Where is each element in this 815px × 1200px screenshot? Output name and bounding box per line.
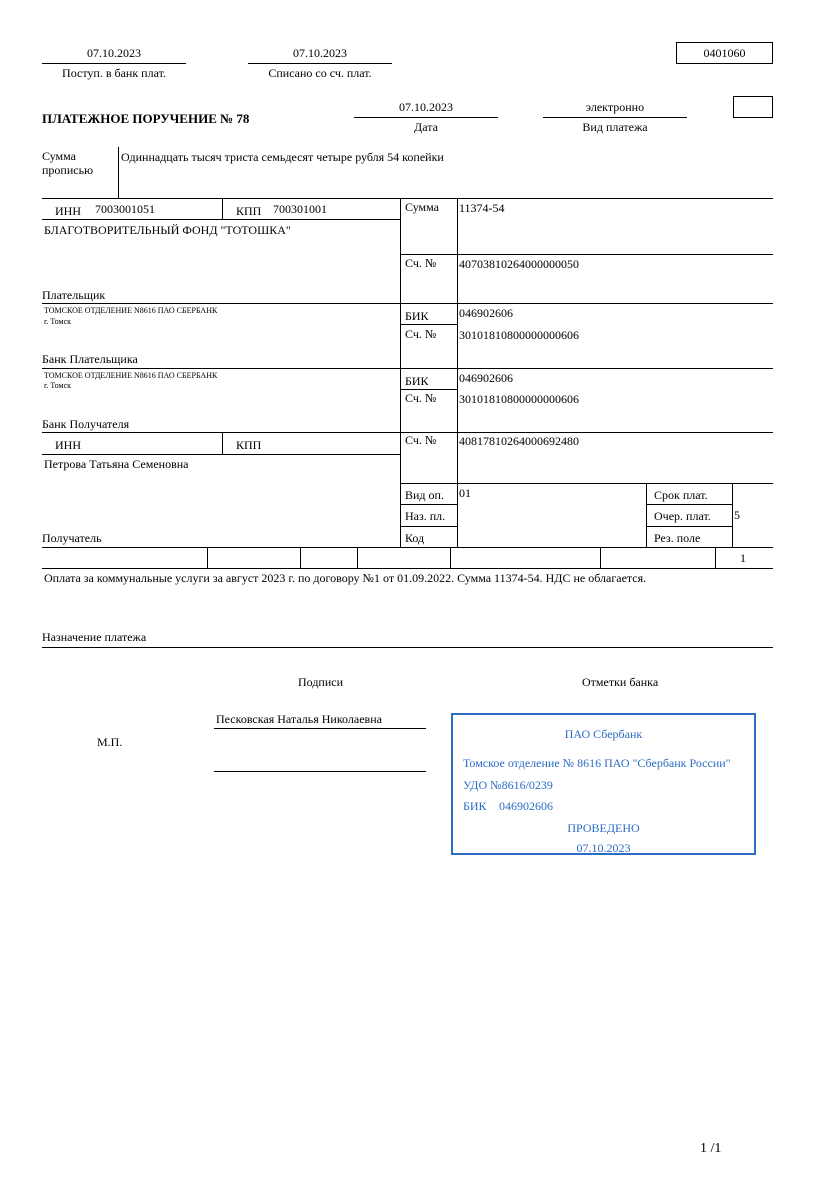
payee-bank-city: г. Томск <box>44 381 72 390</box>
payer-inn-label: ИНН <box>55 204 81 218</box>
amount-words-label-1: Сумма <box>42 149 76 163</box>
grid-line-368 <box>42 368 773 369</box>
payee-bank-name: ТОМСКОЕ ОТДЕЛЕНИЕ N8616 ПАО СБЕРБАНК <box>44 371 218 380</box>
amount-words-value: Одиннадцать тысяч триста семьдесят четыре рубля 54 копейки <box>121 150 444 164</box>
signature-line-2 <box>214 771 426 772</box>
op-type-label: Вид оп. <box>405 488 444 502</box>
received-line <box>42 63 186 64</box>
grid-line-568 <box>42 568 773 569</box>
payer-bank-name: ТОМСКОЕ ОТДЕЛЕНИЕ N8616 ПАО СБЕРБАНК <box>44 306 218 315</box>
form-code: 0401060 <box>703 46 746 60</box>
code-box <box>733 96 773 118</box>
payer-kpp-label: КПП <box>236 204 262 218</box>
code-cell-div-1 <box>207 547 208 568</box>
grid-line-526b <box>646 526 732 527</box>
debited-line <box>248 63 392 64</box>
bank-marks-label: Отметки банка <box>582 675 659 689</box>
stamp-branch: Томское отделение № 8616 ПАО "Сбербанк России" <box>463 756 731 770</box>
purpose-label: Назначение платежа <box>42 630 147 644</box>
payee-bank-bik: 046902606 <box>459 371 513 385</box>
payer-bank-bik-label: БИК <box>405 309 429 323</box>
order-date-line <box>354 117 498 118</box>
stamp-bik: 046902606 <box>499 799 553 813</box>
stamp-bank: ПАО Сбербанк <box>564 727 643 741</box>
stamp-date: 07.10.2023 <box>576 841 631 855</box>
payer-inn: 7003001051 <box>95 202 155 216</box>
grid-vline-400 <box>400 198 401 547</box>
purpose-code-label: Наз. пл. <box>405 509 446 523</box>
code-cell-div-6 <box>715 547 716 568</box>
order-date: 07.10.2023 <box>399 100 453 114</box>
payment-type-label: Вид платежа <box>582 120 648 134</box>
debited-label: Списано со сч. плат. <box>268 66 372 80</box>
payer-kpp: 700301001 <box>273 202 327 216</box>
payee-bank-bik-label: БИК <box>405 374 429 388</box>
code-cell-div-3 <box>357 547 358 568</box>
code-cell-div-5 <box>600 547 601 568</box>
grid-line-547 <box>42 547 773 548</box>
sum-value: 11374-54 <box>459 201 505 215</box>
grid-vline-222b <box>222 432 223 454</box>
grid-line-504a <box>400 504 457 505</box>
payee-account: 40817810264000692480 <box>459 434 579 448</box>
purpose-line <box>42 647 773 648</box>
op-type-value: 01 <box>459 486 471 500</box>
payment-type: электронно <box>585 100 645 114</box>
code-cell-div-2 <box>300 547 301 568</box>
payer-name: БЛАГОТВОРИТЕЛЬНЫЙ ФОНД "ТОТОШКА" <box>44 223 291 237</box>
code-cell-last: 1 <box>740 551 746 565</box>
payee-kpp-label: КПП <box>236 438 262 452</box>
seal-placeholder: М.П. <box>97 735 123 749</box>
received-label: Поступ. в банк плат. <box>62 66 166 80</box>
bank-stamp <box>451 713 756 855</box>
amount-words-divider <box>118 147 119 198</box>
purpose-text: Оплата за коммунальные услуги за август 2023 г. по договору №1 от 01.09.2022. Сумма 11374-54. НДС не облагается. <box>44 571 647 585</box>
grid-line-504b <box>646 504 732 505</box>
due-label: Срок плат. <box>654 488 708 502</box>
code-label: Код <box>405 531 425 545</box>
payer-account: 40703810264000000050 <box>459 257 579 271</box>
grid-line-303 <box>42 303 773 304</box>
priority-value: 5 <box>734 508 740 522</box>
grid-line-454 <box>42 454 400 455</box>
grid-vline-457 <box>457 198 458 547</box>
payee-bank-account: 30101810800000000606 <box>459 392 579 406</box>
page-number: 1 /1 <box>700 1141 722 1156</box>
reserve-label: Рез. поле <box>654 531 701 545</box>
payee-inn-label: ИНН <box>55 438 81 452</box>
signer-name: Песковская Наталья Николаевна <box>216 712 382 726</box>
payee-account-label: Сч. № <box>405 433 437 447</box>
grid-line-254 <box>400 254 773 255</box>
payer-bank-label: Банк Плательщика <box>42 352 138 366</box>
debited-date: 07.10.2023 <box>293 46 347 60</box>
payer-bank-bik: 046902606 <box>459 306 513 320</box>
grid-line-324 <box>400 324 457 325</box>
stamp-bik-label: БИК <box>463 799 487 813</box>
payee-label: Получатель <box>42 531 102 545</box>
signature-line-1 <box>214 728 426 729</box>
payer-account-label: Сч. № <box>405 256 437 270</box>
code-cell-div-4 <box>450 547 451 568</box>
received-date: 07.10.2023 <box>87 46 141 60</box>
payment-type-line <box>543 117 687 118</box>
payer-label: Плательщик <box>42 288 106 302</box>
grid-line-526a <box>400 526 457 527</box>
grid-vline-646 <box>646 483 647 547</box>
stamp-udo: УДО №8616/0239 <box>463 778 553 792</box>
grid-vline-222a <box>222 198 223 219</box>
amount-words-label-2: прописью <box>42 163 94 177</box>
payer-bank-account: 30101810800000000606 <box>459 328 579 342</box>
payee-bank-label: Банк Получателя <box>42 417 130 431</box>
payee-name: Петрова Татьяна Семеновна <box>44 457 189 471</box>
order-date-label: Дата <box>414 120 438 134</box>
sum-label: Сумма <box>405 200 439 214</box>
payer-bank-account-label: Сч. № <box>405 327 437 341</box>
grid-vline-732 <box>732 483 733 547</box>
signatures-label: Подписи <box>298 675 344 689</box>
grid-line-483 <box>400 483 773 484</box>
payer-bank-city: г. Томск <box>44 317 72 326</box>
grid-line-219 <box>42 219 400 220</box>
payee-bank-account-label: Сч. № <box>405 391 437 405</box>
priority-label: Очер. плат. <box>654 509 711 523</box>
stamp-status: ПРОВЕДЕНО <box>567 821 640 835</box>
page-title: ПЛАТЕЖНОЕ ПОРУЧЕНИЕ № 78 <box>42 111 250 126</box>
grid-line-389 <box>400 389 457 390</box>
grid-line-198 <box>42 198 773 199</box>
